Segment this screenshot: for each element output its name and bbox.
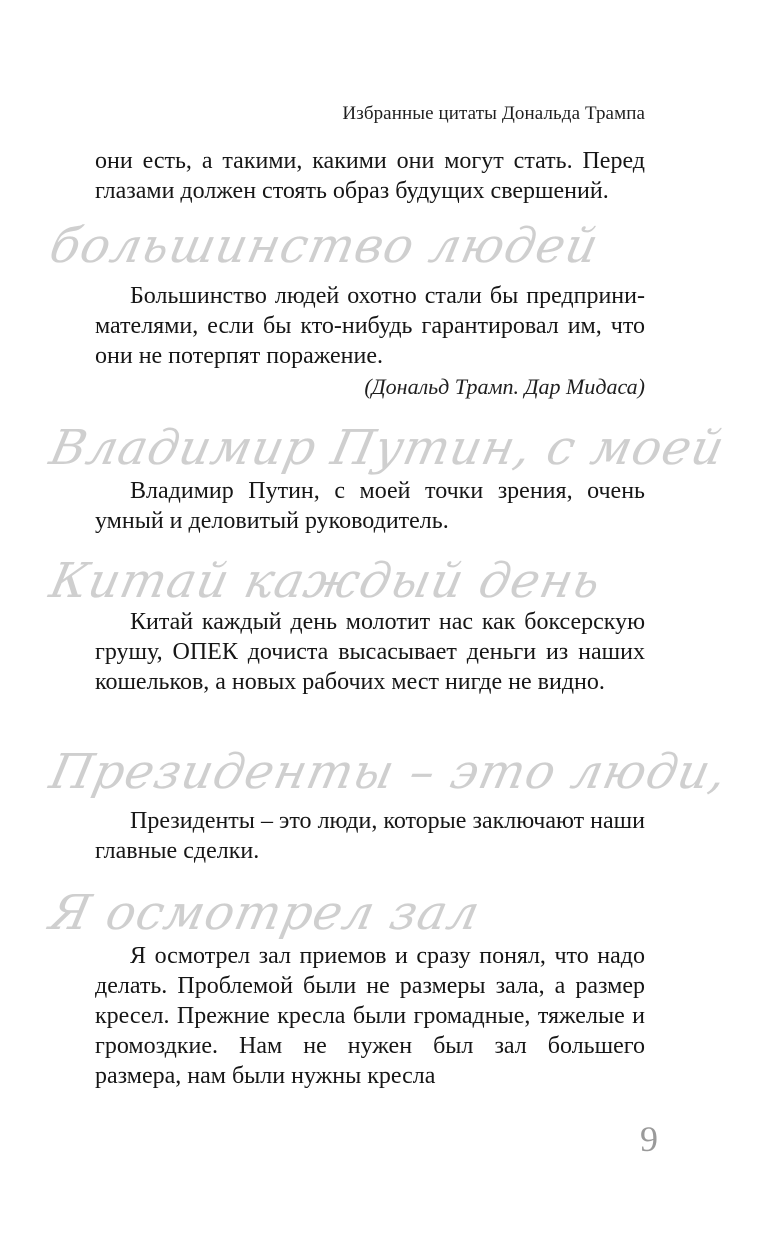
- decorative-script-heading: большинство людей: [45, 218, 604, 274]
- decorative-script-heading: Китай каждый день: [45, 553, 607, 609]
- paragraph-continuation: они есть, а такими, какими они могут стать. Перед глазами должен стоять образ будущих свершений.: [95, 148, 645, 204]
- quote-paragraph: Президенты – это люди, которые заключают наши главные сделки.: [95, 808, 645, 864]
- decorative-script-heading: Владимир Путин, с моей: [45, 420, 730, 476]
- quote-paragraph: Китай каждый день молотит нас как боксерскую грушу, ОПЕК дочиста высасывает деньги из наших кошельков, а новых рабочих мест нигде не видно.: [95, 609, 645, 695]
- quote-paragraph: Большинство людей охотно стали бы предпринимателями, если бы кто-нибудь гарантировал им, что они не потерпят поражение.: [95, 283, 645, 369]
- quote-source: (Дональд Трамп. Дар Мидаса): [364, 374, 645, 399]
- page-number: 9: [640, 1119, 658, 1159]
- running-head: Избранные цитаты Дональда Трампа: [342, 103, 645, 124]
- quote-paragraph: Владимир Путин, с моей точки зрения, очень умный и деловитый руководитель.: [95, 478, 645, 534]
- quote-paragraph: Я осмотрел зал приемов и сразу понял, что надо делать. Проблемой были не размеры зала, а размер кресел. Прежние кресла были громадные, тяжелые и громоздкие. Нам не нужен был зал большего размера, нам были нужны кресла: [95, 943, 645, 1089]
- decorative-script-heading: Президенты – это люди,: [45, 744, 733, 800]
- decorative-script-heading: Я осмотрел зал: [45, 885, 486, 941]
